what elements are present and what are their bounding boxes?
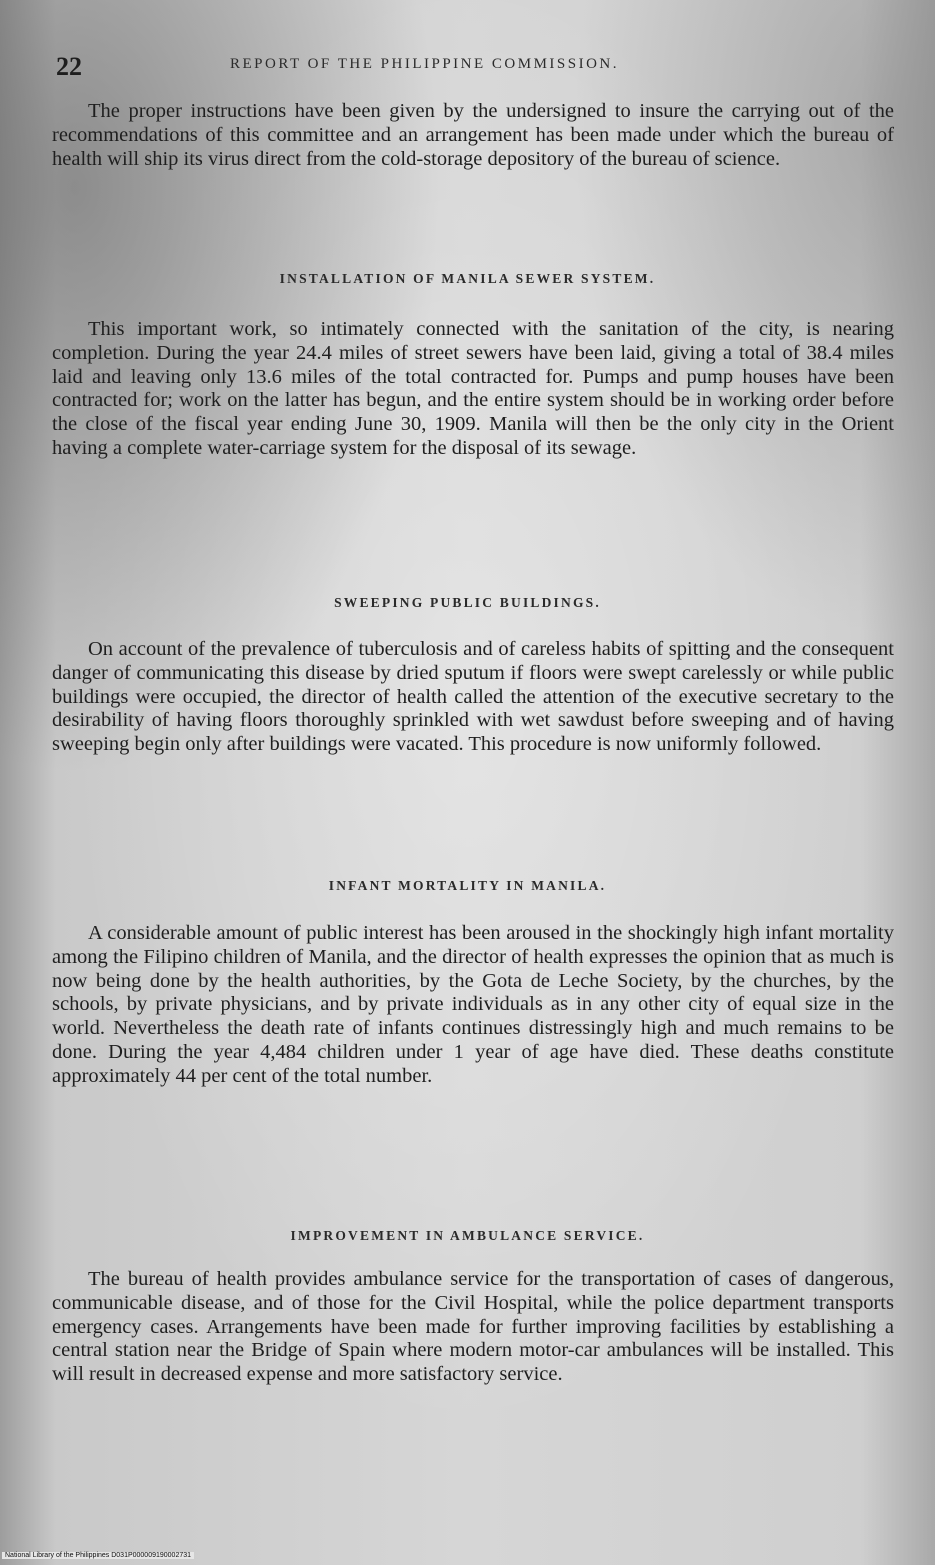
heading-infant-mortality: INFANT MORTALITY IN MANILA.	[328, 878, 607, 893]
heading-sewer-system: INSTALLATION OF MANILA SEWER SYSTEM.	[279, 271, 656, 286]
heading-ambulance-service: IMPROVEMENT IN AMBULANCE SERVICE.	[290, 1228, 645, 1243]
paragraph-virus-shipping: The proper instructions have been given by the undersigned to insure the carrying out of the recommendations of this committee and an arrangement has been made under which the bureau of health will ship its virus direct from the cold-storage depository of the bureau of science.	[52, 100, 894, 170]
page-number: 22	[56, 52, 82, 81]
paragraph-ambulance-service: The bureau of health provides ambulance service for the transportation of cases of dangerous, communicable disease, and of those for the Civil Hospital, while the police department transports emergency cases. Arrangements have been made for further improving facilities by establishing a central station near the Bridge of Spain where modern motor-car ambulances will be installed. This will result in decreased expense and more satisfactory service.	[52, 1268, 894, 1386]
heading-sweeping-buildings: SWEEPING PUBLIC BUILDINGS.	[334, 595, 601, 610]
paragraph-infant-mortality: A considerable amount of public interest has been aroused in the shockingly high infant mortality among the Filipino children of Manila, and the director of health expresses the opinion that as much is now being done by the health authorities, by the Gota de Leche Society, by the churches, by the schools, by private physicians, and by private individuals as in any other city of equal size in the world. Nevertheless the death rate of infants continues distressingly high and much remains to be done. During the year 4,484 children under 1 year of age have died. These deaths constitute approximately 44 per cent of the total number.	[52, 922, 894, 1087]
source-footer: National Library of the Philippines D031P000009190002731	[2, 1552, 194, 1559]
paragraph-sewer-system: This important work, so intimately connected with the sanitation of the city, is nearing completion. During the year 24.4 miles of street sewers have been laid, giving a total of 38.4 miles laid and leaving only 13.6 miles of the total contracted for. Pumps and pump houses have been contracted for; work on the latter has begun, and the entire system should be in working order before the close of the fiscal year ending June 30, 1909. Manila will then be the only city in the Orient having a complete water-carriage system for the disposal of its sewage.	[52, 318, 894, 459]
paragraph-sweeping-buildings: On account of the prevalence of tuberculosis and of careless habits of spitting and the consequent danger of communicating this disease by dried sputum if floors were swept carelessly or while public buildings were occupied, the director of health called the attention of the executive secretary to the desirability of having floors thoroughly sprinkled with wet sawdust before sweeping and of having sweeping begin only after buildings were vacated. This procedure is now uniformly followed.	[52, 638, 894, 756]
running-head: REPORT OF THE PHILIPPINE COMMISSION.	[230, 56, 620, 72]
